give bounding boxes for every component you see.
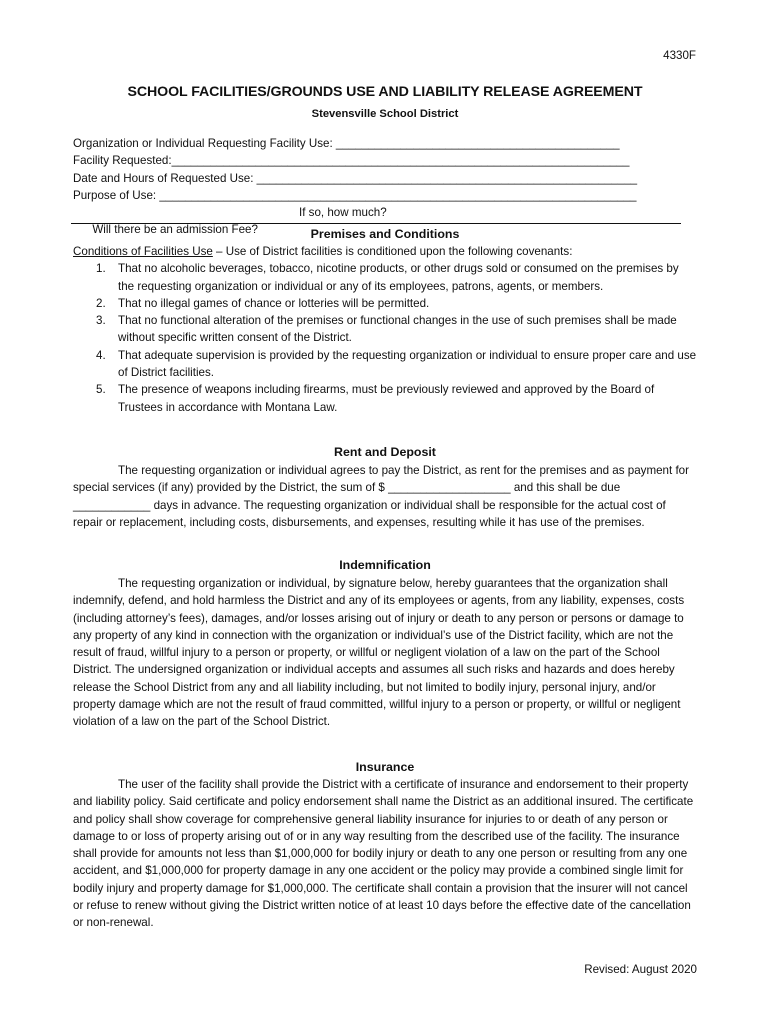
list-item — [73, 381, 697, 416]
item-text: That no functional alteration of the premises or functional changes in the use of such premises shall be made without specific written consent of the District. — [118, 314, 677, 345]
premises-section — [73, 243, 697, 416]
conditions-intro — [73, 243, 697, 260]
item-number: 2. — [96, 296, 106, 310]
conditions-title: Conditions of Facilities Use — [73, 245, 213, 258]
list-item — [73, 347, 697, 382]
premises-heading: Premises and Conditions — [310, 227, 460, 241]
item-text: That adequate supervision is provided by the requesting organization or individual to ensure proper care and use of District facilities. — [118, 348, 697, 380]
facility-field[interactable]: Facility Requested:_______________________________________________________________________ — [73, 154, 630, 168]
list-item — [73, 260, 697, 295]
rent-heading: Rent and Deposit — [334, 445, 436, 459]
district-name: Stevensville School District — [311, 108, 459, 120]
document-title: SCHOOL FACILITIES/GROUNDS USE AND LIABILITY RELEASE AGREEMENT — [127, 84, 643, 100]
rent-paragraph: The requesting organization or individual agrees to pay the District, as rent for the premises and as payment for special services (if any) provided by the District, the sum of $ ___________________ and this shall be due ____________ days in advance. The requesting organization or individual shall be responsible for the actual cost of repair or replacement, including costs, disbursements, and expenses, resulting while it has use of the premises. — [73, 464, 689, 529]
fee-amount-question[interactable]: If so, how much? — [299, 206, 387, 220]
item-number: 5. — [96, 383, 106, 397]
indemnification-heading: Indemnification — [339, 558, 431, 572]
list-item — [73, 312, 697, 347]
item-text: That no alcoholic beverages, tobacco, nicotine products, or other drugs sold or consumed on the premises by the requesting organization or individual or any of its employees, patrons, agents, or members. — [118, 262, 679, 293]
conditions-list — [73, 260, 697, 416]
section-divider — [71, 223, 681, 224]
item-number: 1. — [96, 262, 106, 276]
organization-field[interactable]: Organization or Individual Requesting Facility Use: ____________________________________________ — [73, 137, 620, 150]
insurance-heading: Insurance — [355, 760, 415, 774]
revision-date: Revised: August 2020 — [584, 963, 697, 976]
insurance-paragraph: The user of the facility shall provide the District with a certificate of insurance and endorsement to their property and liability policy. Said certificate and policy endorsement shall name the District as an additional insured. The certificate and policy shall show coverage for comprehensive general liability insurance for injuries to or death of any person or damage to or loss of property arising out of or in any way resulting from the described use of the facility. The insurance shall provide for amounts not less than $1,000,000 for bodily injury or death to any one person or resulting from any one accident, and $1,000,000 for property damage in any one accident or the policy may provide a combined single limit for bodily injury and property damage for $1,000,000. The certificate shall contain a provision that the insurer will not cancel or refuse to renew without giving the District written notice of at least 10 days before the effective date of the cancellation or non-renewal. — [73, 778, 694, 930]
list-item — [73, 295, 697, 312]
item-number: 4. — [96, 348, 106, 362]
item-number: 3. — [96, 314, 106, 328]
purpose-field[interactable]: Purpose of Use: __________________________________________________________________________ — [73, 188, 637, 202]
admission-fee-question[interactable]: Will there be an admission Fee? — [92, 223, 258, 237]
indemnification-paragraph: The requesting organization or individual, by signature below, hereby guarantees that the organization shall indemnify, defend, and hold harmless the District and any of its employees or agents, from any liability, expenses, costs (including attorney’s fees), damages, and/or losses arising out of injury or death to any person or persons or damage to any property of any kind in connection with the organization or individual’s use of the District facility, which are not the result of fraud, willful injury to a person or property, or willful or negligent violation of a law on the part of the School District. The undersigned organization or individual accepts and assumes all such risks and hazards and does hereby release the School District from any and all liability including, but not limited to bodily injury, personal injury, and/or property damage which are not the result of fraud committed, willful injury to a person or property, or willful or negligent violation of a law on the part of the School District. — [73, 577, 685, 729]
date-hours-field[interactable]: Date and Hours of Requested Use: ___________________________________________________________ — [73, 171, 638, 185]
item-text: That no illegal games of chance or lotteries will be permitted. — [118, 296, 430, 310]
conditions-intro-text: – Use of District facilities is conditioned upon the following covenants: — [212, 245, 573, 258]
form-number: 4330F — [663, 49, 696, 62]
item-text: The presence of weapons including firearms, must be previously reviewed and approved by the Board of Trustees in accordance with Montana Law. — [118, 383, 655, 414]
